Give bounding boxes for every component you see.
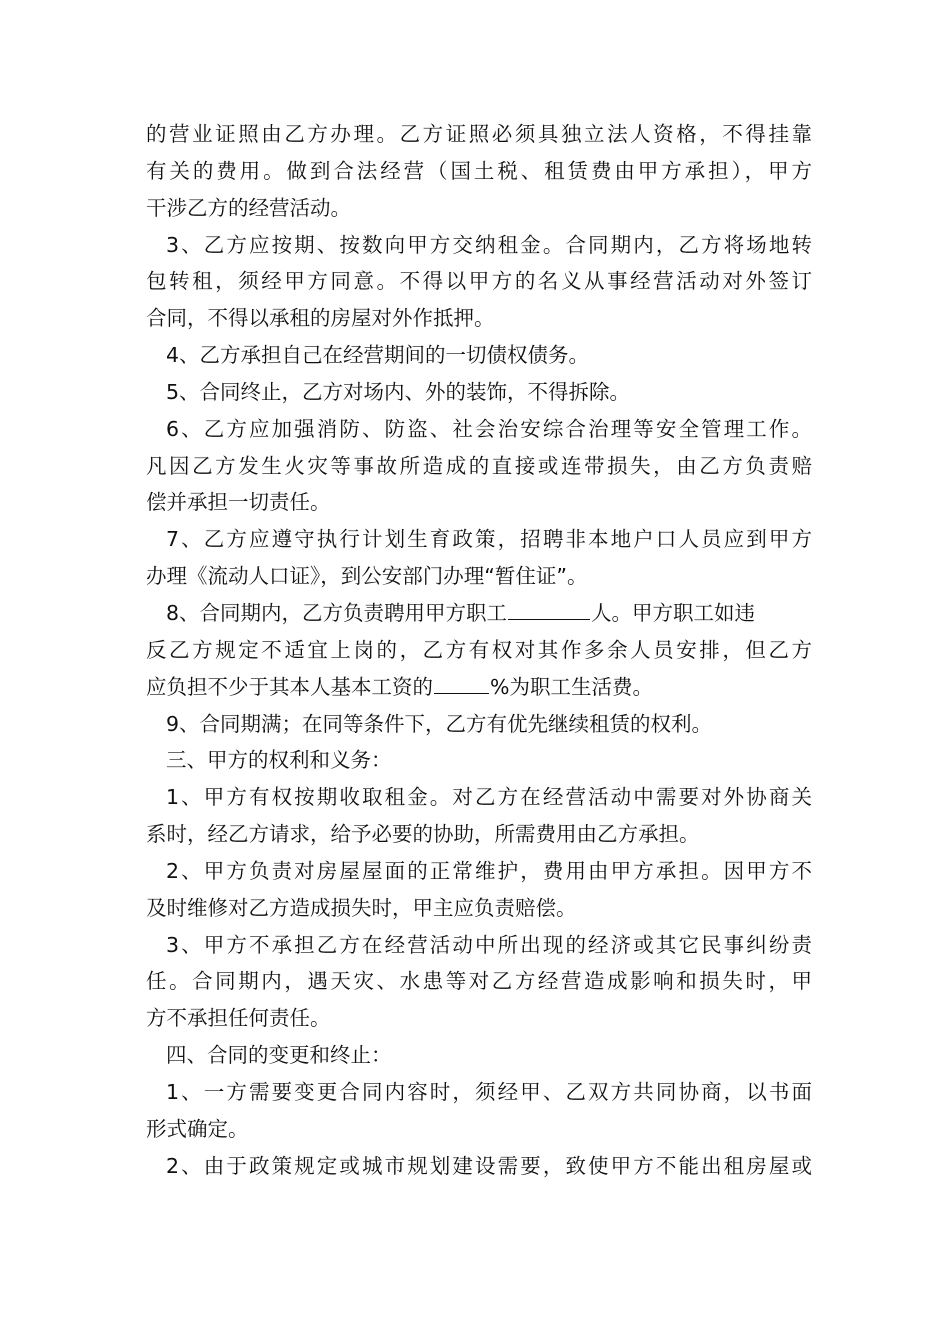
text-line: 反乙方规定不适宜上岗的，乙方有权对其作多余人员安排，但乙方 bbox=[146, 637, 812, 662]
clause-9: 9、合同期满；在同等条件下，乙方有优先继续租赁的权利。 bbox=[166, 711, 713, 736]
clause-5: 5、合同终止，乙方对场内、外的装饰，不得拆除。 bbox=[166, 379, 631, 404]
clause-3: 3、乙方应按期、按数向甲方交纳租金。合同期内，乙方将场地转 bbox=[166, 232, 812, 257]
text-line: 凡因乙方发生火灾等事故所造成的直接或连带损失，由乙方负责赔 bbox=[146, 453, 812, 478]
clause-4: 4、乙方承担自己在经营期间的一切债权债务。 bbox=[166, 343, 590, 368]
fill-in-blank[interactable] bbox=[434, 669, 489, 694]
clause-2: 2、甲方负责对房屋屋面的正常维护，费用由甲方承担。因甲方不 bbox=[166, 858, 812, 883]
text-line: 合同，不得以承租的房屋对外作抵押。 bbox=[146, 306, 495, 331]
clause-1: 1、甲方有权按期收取租金。对乙方在经营活动中需要对外协商关 bbox=[166, 785, 812, 810]
clause-2: 2、由于政策规定或城市规划建设需要，致使甲方不能出租房屋或 bbox=[166, 1153, 812, 1178]
text-line: 包转租，须经甲方同意。不得以甲方的名义从事经营活动对外签订 bbox=[146, 269, 812, 294]
wage-text-after: %为职工生活费。 bbox=[490, 674, 653, 699]
text-line: 偿并承担一切责任。 bbox=[146, 490, 331, 515]
text-line: 的营业证照由乙方办理。乙方证照必须具独立法人资格，不得挂靠 bbox=[146, 122, 812, 146]
fill-in-blank[interactable] bbox=[508, 595, 590, 620]
text-line bbox=[146, 669, 812, 706]
clause-7: 7、乙方应遵守执行计划生育政策，招聘非本地户口人员应到甲方 bbox=[166, 527, 812, 552]
document-body bbox=[146, 116, 812, 1184]
section-heading: 四、合同的变更和终止： bbox=[166, 1043, 392, 1068]
text-line: 干涉乙方的经营活动。 bbox=[146, 195, 351, 220]
clause-3: 3、甲方不承担乙方在经营活动中所出现的经济或其它民事纠纷责 bbox=[166, 932, 812, 957]
text-line: 系时，经乙方请求，给予必要的协助，所需费用由乙方承担。 bbox=[146, 822, 700, 847]
text-line: 有关的费用。做到合法经营（国土税、租赁费由甲方承担），甲方 bbox=[146, 158, 812, 183]
wage-text-before: 应负担不少于其本人基本工资的 bbox=[146, 674, 433, 699]
clause-1: 1、一方需要变更合同内容时，须经甲、乙双方共同协商，以书面 bbox=[166, 1079, 812, 1104]
text-line: 任。合同期内，遇天灾、水患等对乙方经营造成影响和损失时，甲 bbox=[146, 969, 812, 994]
clause-8 bbox=[146, 595, 812, 632]
text-line: 方不承担任何责任。 bbox=[146, 1006, 331, 1031]
text-line: 办理《流动人口证》，到公安部门办理“暂住证”。 bbox=[146, 564, 588, 589]
text-line: 形式确定。 bbox=[146, 1116, 249, 1141]
clause-8-text-before: 8、合同期内，乙方负责聘用甲方职工 bbox=[166, 600, 508, 625]
clause-6: 6、乙方应加强消防、防盗、社会治安综合治理等安全管理工作。 bbox=[166, 416, 812, 441]
text-line: 及时维修对乙方造成损失时，甲主应负责赔偿。 bbox=[146, 895, 577, 920]
section-heading: 三、甲方的权利和义务： bbox=[166, 748, 392, 773]
clause-8-text-after: 人。甲方职工如违 bbox=[591, 600, 756, 625]
